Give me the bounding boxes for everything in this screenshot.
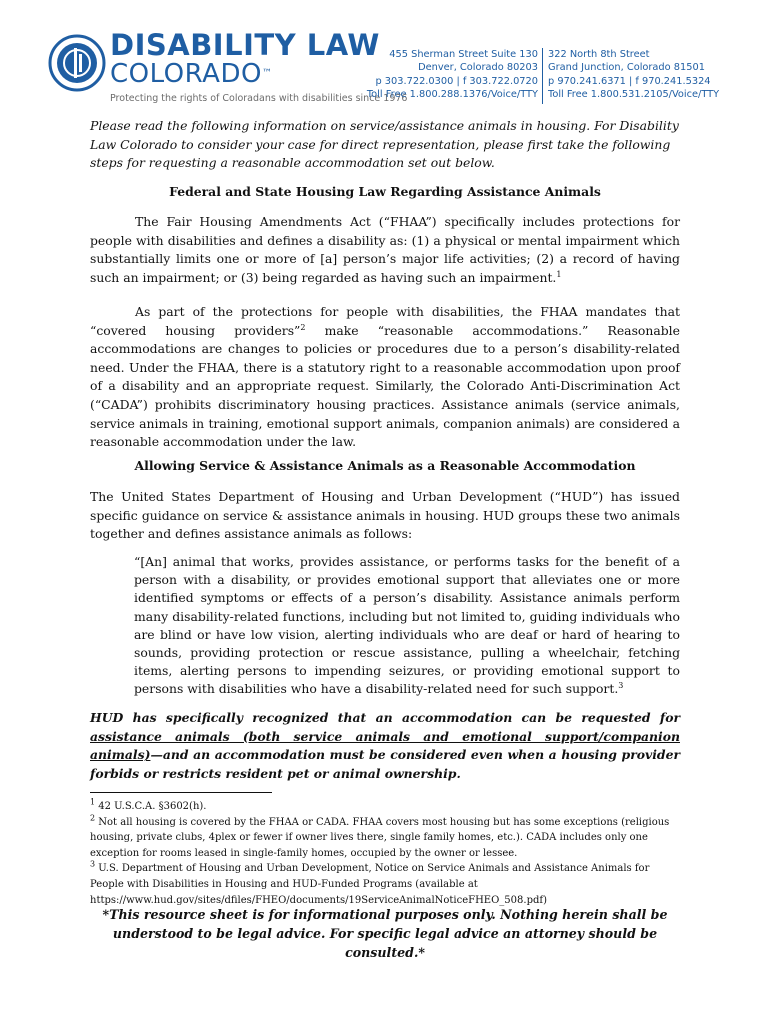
section-heading-housing-law: Federal and State Housing Law Regarding Assistance Animals xyxy=(169,184,601,199)
footnote-1: $^1$ 42 U.S.C.A. §3602(h). xyxy=(90,797,207,812)
intro-paragraph: Please read the following information on service/assistance animals in housing. For Disability Law Colorado to consider your case for direct representation, please first take the following steps for requesting a reasonable accommodation set out below. xyxy=(90,118,679,171)
footnote-separator xyxy=(90,792,272,793)
footnotes xyxy=(90,799,680,908)
hud-definition-quote: “[An] animal that works, provides assistance, or performs tasks for the benefit of a person with a disability, or provides emotional support that alleviates one or more identified symptoms or effects of a person’s disability. Assistance animals perform many disability-related functions, including but not limited to, guiding individuals who are blind or have low vision, alerting individuals who are deaf or hard of hearing to sounds, providing protection or rescue assistance, pulling a wheelchair, fetching items, alerting persons to impending seizures, or providing emotional support to persons with disabilities who have a disability-related need for such support.$^3$ xyxy=(134,554,680,697)
fhaa-paragraph: The Fair Housing Amendments Act (“FHAA”) specifically includes protections for people with disabilities and defines a disability as: (1) a physical or mental impairment which substantially limits one or more of [a] person’s major life activities; (2) a record of having such an impairment; or (3) being regarded as having such an impairment.$^1$ xyxy=(90,214,680,285)
footnote-3: $^3$ U.S. Department of Housing and Urban Development, Notice on Service Animals and Assistance Animals for People with Disabilities in Housing and HUD-Funded Programs (available at https://www.hud.gov/sites/dfiles/FHEO/documents/19ServiceAnimalNoticeFHEO_508.pdf) xyxy=(90,860,650,906)
hud-guidance-paragraph: The United States Department of Housing and Urban Development (“HUD”) has issued specific guidance on service & assistance animals in housing. HUD groups these two animals together and defines assistance animals as follows: xyxy=(90,489,680,542)
legal-disclaimer: *This resource sheet is for informational purposes only. Nothing herein shall be understood to be legal advice. For specific legal advice an attorney should be consulted.* xyxy=(102,907,668,960)
denver-office-address: 455 Sherman Street Suite 130 Denver, Colorado 80203 p 303.722.0300 | f 303.722.0720 Toll Free 1.800.288.1376/Voice/TTY xyxy=(366,49,538,101)
footnote-ref-3: 3 xyxy=(618,681,624,691)
reasonable-accommodation-paragraph: As part of the protections for people with disabilities, the FHAA mandates that “covered housing providers”$^2$ make “reasonable accommodations.” Reasonable accommodations are changes to policies or procedures due to a person’s disability-related need. Under the FHAA, there is a statutory right to a reasonable accommodation upon proof of a disability and an appropriate request. Similarly, the Colorado Anti-Discrimination Act (“CADA”) prohibits discriminatory housing practices. Assistance animals (service animals, service animals in training, emotional support animals, companion animals) are considered a reasonable accommodation under the law. xyxy=(90,304,680,450)
footnote-2: $^2$ Not all housing is covered by the FHAA or CADA. FHAA covers most housing but has some exceptions (religious housing, private clubs, 4plex or fewer if owner lives there, single family homes, etc.). CADA includes only one exception for rooms leased in single-family homes, occupied by the owner or lessee. xyxy=(90,813,670,859)
organization-state: COLORADO™ xyxy=(110,59,273,89)
address-divider xyxy=(542,48,543,104)
hud-recognition-statement: HUD has specifically recognized that an accommodation can be requested for assistance animals (both service animals and emotional support/companion animals)—and an accommodation must be considered even when a housing provider forbids or restricts resident pet or animal ownership. xyxy=(90,710,680,781)
footnote-ref-2: 2 xyxy=(300,322,306,332)
footnote-ref-1: 1 xyxy=(556,269,562,279)
section-heading-service-animals: Allowing Service & Assistance Animals as a Reasonable Accommodation xyxy=(134,458,636,473)
organization-logo-icon xyxy=(48,34,106,92)
grand-junction-office-address: 322 North 8th Street Grand Junction, Colorado 81501 p 970.241.6371 | f 970.241.5324 Toll Free 1.800.531.2105/Voice/TTY xyxy=(548,49,720,101)
organization-name: DISABILITY LAW xyxy=(110,28,380,62)
organization-tagline: Protecting the rights of Coloradans with disabilities since 1976 xyxy=(110,93,408,104)
